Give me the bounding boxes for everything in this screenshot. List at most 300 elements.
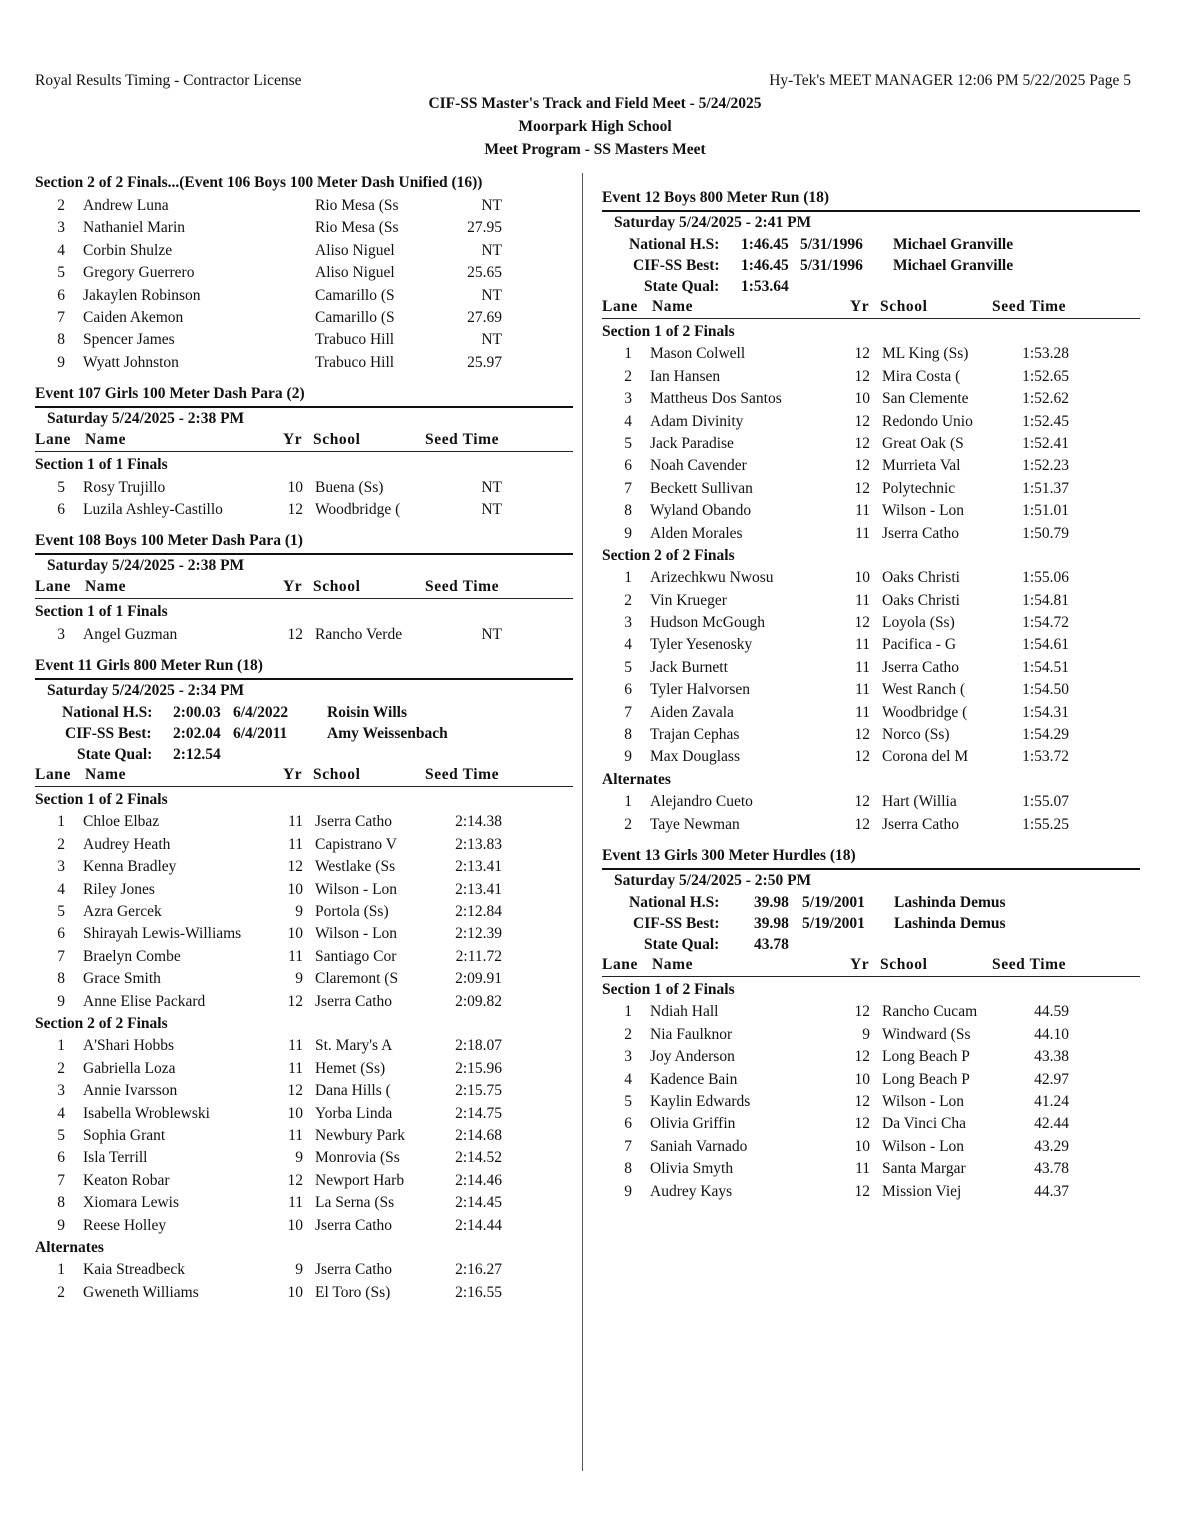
- entry-school: Jserra Catho: [315, 1261, 393, 1279]
- entry-lane: 7: [624, 479, 632, 497]
- record-holder: Michael Granville: [893, 236, 1014, 253]
- left-column: [35, 172, 573, 1304]
- record-time: 39.98: [754, 914, 789, 932]
- entry-yr: 12: [854, 1003, 870, 1021]
- entry-lane: 5: [57, 903, 65, 921]
- meet-title: CIF-SS Master's Track and Field Meet - 5/24/2025: [428, 95, 762, 112]
- entry-school: West Ranch (: [882, 681, 966, 699]
- entry-lane: 3: [624, 390, 632, 408]
- entry-seed: 1:52.41: [1022, 434, 1069, 452]
- header-yr: Yr: [283, 431, 303, 449]
- event-date-time: Saturday 5/24/2025 - 2:34 PM: [47, 682, 245, 700]
- record-line: [602, 934, 1140, 955]
- entry-row: [602, 724, 1140, 746]
- header-school: School: [313, 431, 361, 449]
- entry-seed: 1:53.72: [1022, 748, 1069, 766]
- entry-row: [602, 1113, 1140, 1135]
- record-label: National H.S:: [62, 704, 153, 722]
- entry-row: [602, 567, 1140, 589]
- entry-yr: 11: [855, 524, 870, 542]
- entry-row: [35, 477, 573, 499]
- entry-yr: 12: [854, 1182, 870, 1200]
- entry-school: Westlake (Ss: [315, 858, 396, 876]
- entry-name: Shirayah Lewis-Williams: [83, 925, 242, 943]
- record-holder: Roisin Wills: [327, 704, 407, 722]
- entry-lane: 3: [57, 219, 65, 237]
- entry-lane: 9: [624, 748, 632, 766]
- entry-name: Wyatt Johnston: [83, 353, 179, 371]
- entry-lane: 2: [624, 591, 632, 609]
- entry-school: Wilson - Lon: [882, 1092, 965, 1110]
- entry-row: [35, 834, 573, 856]
- entry-row: [35, 1259, 573, 1281]
- entry-lane: 5: [624, 1092, 632, 1110]
- entry-name: Sophia Grant: [83, 1126, 166, 1144]
- header-name: Name: [85, 578, 127, 596]
- entry-seed: 2:15.75: [455, 1082, 502, 1100]
- entry-seed: 2:14.68: [455, 1126, 502, 1144]
- entry-name: Kenna Bradley: [83, 858, 177, 876]
- entry-school: Newport Harb: [315, 1171, 405, 1189]
- entry-yr: 12: [854, 479, 870, 497]
- entry-name: Mattheus Dos Santos: [650, 390, 782, 408]
- entry-name: Isla Terrill: [83, 1149, 148, 1167]
- entry-name: Olivia Smyth: [650, 1160, 734, 1178]
- entry-lane: 5: [57, 264, 65, 282]
- entry-school: Da Vinci Cha: [882, 1115, 967, 1133]
- entry-school: Jserra Catho: [315, 992, 393, 1010]
- event-date-time: Saturday 5/24/2025 - 2:38 PM: [47, 410, 245, 428]
- entry-name: Gabriella Loza: [83, 1059, 176, 1077]
- entry-school: Long Beach P: [882, 1048, 970, 1066]
- record-holder: Lashinda Demus: [894, 914, 1006, 932]
- entry-school: Jserra Catho: [882, 658, 960, 676]
- section-header: Section 1 of 2 Finals: [602, 980, 735, 998]
- record-label: State Qual:: [644, 278, 720, 295]
- entry-row: [602, 478, 1140, 500]
- entry-yr: 11: [288, 1194, 303, 1212]
- entry-name: Alden Morales: [650, 524, 743, 542]
- entry-name: Gweneth Williams: [83, 1283, 199, 1301]
- entry-yr: 10: [854, 569, 870, 587]
- entry-school: Wilson - Lon: [315, 925, 398, 943]
- entry-seed: 41.24: [1034, 1092, 1069, 1110]
- entry-school: Mira Costa (: [882, 367, 961, 385]
- entry-row: [602, 612, 1140, 634]
- entry-seed: 2:15.96: [455, 1059, 502, 1077]
- entry-row: [602, 523, 1140, 545]
- entry-seed: 2:13.41: [455, 858, 502, 876]
- entry-lane: 3: [57, 625, 65, 643]
- entry-yr: 12: [854, 367, 870, 385]
- entry-name: Taye Newman: [650, 815, 740, 833]
- entry-row: [602, 366, 1140, 388]
- entry-name: Vin Krueger: [650, 591, 727, 609]
- entry-lane: 4: [57, 241, 65, 259]
- record-line: [602, 234, 1140, 255]
- entry-seed: 2:14.75: [455, 1104, 502, 1122]
- entry-lane: 5: [57, 1126, 65, 1144]
- entry-lane: 1: [624, 345, 632, 363]
- header-name: Name: [85, 431, 127, 449]
- entry-lane: 7: [57, 1171, 65, 1189]
- entry-seed: NT: [481, 286, 502, 304]
- header-name: Name: [652, 955, 694, 973]
- entry-name: Rosy Trujillo: [83, 478, 166, 496]
- entry-school: Wilson - Lon: [882, 502, 965, 520]
- entry-row: [602, 411, 1140, 433]
- entry-seed: 1:52.23: [1022, 457, 1069, 475]
- entry-school: Hemet (Ss): [315, 1059, 386, 1077]
- entry-yr: 9: [295, 903, 303, 921]
- entry-lane: 4: [57, 1104, 65, 1122]
- record-time: 2:02.04: [173, 725, 221, 743]
- entry-seed: 1:51.37: [1022, 479, 1069, 497]
- entry-name: Max Douglass: [650, 748, 740, 766]
- entry-seed: NT: [481, 500, 502, 518]
- entry-name: Beckett Sullivan: [650, 479, 753, 497]
- entry-lane: 7: [57, 947, 65, 965]
- entry-seed: 43.29: [1034, 1137, 1069, 1155]
- entry-school: Mission Viej: [882, 1182, 962, 1200]
- entry-school: Long Beach P: [882, 1070, 970, 1088]
- record-label: National H.S:: [629, 236, 720, 253]
- entry-school: Aliso Niguel: [315, 241, 395, 259]
- entry-name: Hudson McGough: [650, 614, 765, 632]
- entry-name: Spencer James: [83, 331, 175, 349]
- entry-school: Camarillo (S: [315, 286, 395, 304]
- header-seed: Seed Time: [425, 578, 500, 596]
- entry-seed: 2:14.44: [455, 1216, 502, 1234]
- entry-seed: 1:54.51: [1022, 658, 1069, 676]
- entry-row: [35, 1192, 573, 1214]
- entry-seed: NT: [481, 331, 502, 349]
- entry-seed: 1:50.79: [1022, 524, 1069, 542]
- entry-seed: 44.10: [1034, 1025, 1069, 1043]
- entry-seed: 25.97: [467, 353, 502, 371]
- entry-lane: 2: [624, 367, 632, 385]
- entry-name: Wyland Obando: [650, 502, 752, 520]
- header-seed: Seed Time: [992, 298, 1067, 315]
- entry-yr: 12: [854, 726, 870, 744]
- entry-lane: 2: [57, 1059, 65, 1077]
- section-header: Section 1 of 1 Finals: [35, 456, 168, 474]
- entry-yr: 12: [854, 793, 870, 811]
- entry-yr: 10: [287, 880, 303, 898]
- entry-yr: 11: [855, 658, 870, 676]
- header-seed: Seed Time: [425, 431, 500, 449]
- record-label: CIF-SS Best:: [633, 257, 720, 274]
- entry-yr: 11: [288, 947, 303, 965]
- entry-school: Rancho Cucam: [882, 1003, 978, 1021]
- entry-name: Ian Hansen: [650, 367, 721, 385]
- entry-name: Nia Faulknor: [650, 1025, 733, 1043]
- entry-school: Dana Hills (: [315, 1082, 391, 1100]
- entry-yr: 11: [855, 681, 870, 699]
- entry-lane: 4: [624, 412, 632, 430]
- header-school: School: [880, 298, 928, 315]
- header-name: Name: [652, 298, 694, 315]
- entry-row: [35, 624, 573, 646]
- entry-row: [35, 1215, 573, 1237]
- entry-school: Rancho Verde: [315, 625, 403, 643]
- entry-school: Corona del M: [882, 748, 969, 766]
- entry-name: Audrey Kays: [650, 1182, 733, 1200]
- entry-row: [602, 388, 1140, 410]
- entry-school: Monrovia (Ss: [315, 1149, 400, 1167]
- entry-yr: 11: [288, 1059, 303, 1077]
- entry-name: Chloe Elbaz: [83, 813, 160, 831]
- entry-name: Caiden Akemon: [83, 308, 184, 326]
- entry-lane: 5: [624, 658, 632, 676]
- entry-lane: 8: [57, 970, 65, 988]
- entry-lane: 6: [57, 925, 65, 943]
- entry-school: Santiago Cor: [315, 947, 397, 965]
- entry-seed: 1:55.07: [1022, 793, 1069, 811]
- entry-name: Saniah Varnado: [650, 1137, 748, 1155]
- entry-name: Noah Cavender: [650, 457, 747, 475]
- entry-row: [602, 1024, 1140, 1046]
- entry-lane: 3: [624, 1048, 632, 1066]
- entry-school: Wilson - Lon: [882, 1137, 965, 1155]
- entry-name: Tyler Yesenosky: [650, 636, 753, 654]
- column-header-row: [35, 430, 573, 452]
- entry-row: [35, 901, 573, 923]
- entry-row: [602, 1091, 1140, 1113]
- entry-yr: 11: [855, 636, 870, 654]
- entry-yr: 11: [855, 502, 870, 520]
- entry-school: Jserra Catho: [315, 813, 393, 831]
- entry-name: Jakaylen Robinson: [83, 286, 201, 304]
- entry-row: [35, 1103, 573, 1125]
- entry-name: Grace Smith: [83, 970, 161, 988]
- entry-school: Claremont (S: [315, 970, 399, 988]
- entry-row: [602, 500, 1140, 522]
- entry-yr: 12: [854, 1092, 870, 1110]
- entry-row: [35, 285, 573, 307]
- entry-row: [35, 923, 573, 945]
- event-title: Event 13 Girls 300 Meter Hurdles (18): [602, 846, 856, 864]
- entry-row: [602, 343, 1140, 365]
- event-date-time: Saturday 5/24/2025 - 2:41 PM: [614, 214, 812, 231]
- entry-lane: 9: [57, 353, 65, 371]
- entry-seed: 1:54.81: [1022, 591, 1069, 609]
- entry-school: Great Oak (S: [882, 434, 964, 452]
- entry-lane: 9: [57, 992, 65, 1010]
- header-yr: Yr: [283, 578, 303, 596]
- entry-school: La Serna (Ss: [315, 1194, 395, 1212]
- entry-yr: 11: [855, 591, 870, 609]
- header-seed: Seed Time: [425, 766, 500, 784]
- entry-row: [35, 195, 573, 217]
- entry-seed: NT: [481, 625, 502, 643]
- entry-row: [35, 811, 573, 833]
- header-school: School: [313, 578, 361, 596]
- entry-lane: 4: [57, 880, 65, 898]
- entry-yr: 11: [288, 1037, 303, 1055]
- entry-row: [602, 1158, 1140, 1180]
- entry-lane: 8: [624, 1160, 632, 1178]
- entry-row: [602, 679, 1140, 701]
- entry-seed: 1:53.28: [1022, 345, 1069, 363]
- entry-yr: 12: [287, 1082, 303, 1100]
- entry-row: [35, 499, 573, 521]
- entry-yr: 12: [854, 345, 870, 363]
- entry-school: Murrieta Val: [882, 457, 961, 475]
- entry-yr: 9: [862, 1025, 870, 1043]
- entry-seed: 1:51.01: [1022, 502, 1069, 520]
- entry-yr: 12: [287, 625, 303, 643]
- entry-yr: 9: [295, 1149, 303, 1167]
- entry-seed: 1:52.62: [1022, 390, 1069, 408]
- record-line: [35, 744, 573, 765]
- entry-school: Oaks Christi: [882, 591, 960, 609]
- event-title: Event 11 Girls 800 Meter Run (18): [35, 657, 263, 675]
- entry-seed: 1:54.50: [1022, 681, 1069, 699]
- event-title: Event 108 Boys 100 Meter Dash Para (1): [35, 532, 303, 550]
- column-header-row: [35, 577, 573, 599]
- entry-lane: 1: [57, 1261, 65, 1279]
- entry-lane: 6: [624, 681, 632, 699]
- entry-seed: 25.65: [467, 264, 502, 282]
- entry-name: Kadence Bain: [650, 1070, 738, 1088]
- record-holder: Amy Weissenbach: [327, 725, 448, 743]
- record-date: 6/4/2022: [233, 704, 289, 722]
- entry-school: San Clemente: [882, 390, 969, 408]
- entry-name: Kaylin Edwards: [650, 1092, 751, 1110]
- entry-yr: 12: [287, 500, 303, 518]
- entry-row: [35, 240, 573, 262]
- entry-yr: 10: [854, 390, 870, 408]
- alternates-header: Alternates: [602, 770, 671, 788]
- entry-row: [35, 262, 573, 284]
- entry-school: Jserra Catho: [882, 524, 960, 542]
- entry-seed: 2:12.84: [455, 903, 502, 921]
- record-holder: Michael Granville: [893, 257, 1014, 274]
- header-lane: Lane: [35, 766, 71, 784]
- entry-school: Santa Margar: [882, 1160, 966, 1178]
- entry-lane: 2: [57, 835, 65, 853]
- entry-seed: 42.97: [1034, 1070, 1069, 1088]
- entry-lane: 8: [624, 726, 632, 744]
- entry-seed: 1:54.29: [1022, 726, 1069, 744]
- entry-seed: 2:13.41: [455, 880, 502, 898]
- column-header-row: [35, 765, 573, 787]
- entry-row: [35, 1125, 573, 1147]
- entry-name: Adam Divinity: [650, 412, 744, 430]
- record-date: 5/31/1996: [800, 236, 863, 253]
- entry-seed: 1:52.65: [1022, 367, 1069, 385]
- entry-school: Capistrano V: [315, 835, 397, 853]
- entry-name: Braelyn Combe: [83, 947, 181, 965]
- record-line: [602, 255, 1140, 276]
- entry-yr: 12: [854, 748, 870, 766]
- entry-seed: 27.69: [467, 308, 502, 326]
- entry-school: Aliso Niguel: [315, 264, 395, 282]
- column-header-row: [602, 297, 1140, 319]
- entry-school: Polytechnic: [882, 479, 956, 497]
- entry-row: [602, 1046, 1140, 1068]
- entry-school: Yorba Linda: [315, 1104, 393, 1122]
- entry-name: Reese Holley: [83, 1216, 167, 1234]
- license-text: Royal Results Timing - Contractor License: [35, 72, 302, 89]
- entry-yr: 10: [287, 925, 303, 943]
- entry-school: Camarillo (S: [315, 308, 395, 326]
- entry-row: [602, 455, 1140, 477]
- entry-row: [35, 856, 573, 878]
- entry-seed: 44.37: [1034, 1182, 1069, 1200]
- entry-row: [35, 1170, 573, 1192]
- entry-school: Trabuco Hill: [315, 331, 395, 349]
- entry-school: Norco (Ss): [882, 726, 950, 744]
- entry-row: [35, 1147, 573, 1169]
- entry-yr: 12: [287, 992, 303, 1010]
- header-yr: Yr: [850, 955, 870, 973]
- entry-yr: 10: [854, 1070, 870, 1088]
- entry-school: Rio Mesa (Ss: [315, 197, 399, 214]
- header-school: School: [313, 766, 361, 784]
- event-title: Event 107 Girls 100 Meter Dash Para (2): [35, 385, 305, 403]
- section-header: Section 1 of 2 Finals: [35, 791, 168, 809]
- entry-school: Oaks Christi: [882, 569, 960, 587]
- entry-row: [35, 1035, 573, 1057]
- entry-seed: 2:14.52: [455, 1149, 502, 1167]
- entry-name: Keaton Robar: [83, 1171, 170, 1189]
- header-seed: Seed Time: [992, 955, 1067, 973]
- column-header-row: [602, 955, 1140, 977]
- entry-yr: 10: [287, 1283, 303, 1301]
- entry-yr: 10: [287, 478, 303, 496]
- entry-lane: 4: [624, 636, 632, 654]
- entry-name: Kaia Streadbeck: [83, 1261, 185, 1279]
- entry-lane: 6: [624, 457, 632, 475]
- entry-school: Buena (Ss): [315, 478, 384, 496]
- entry-seed: 2:14.38: [455, 813, 502, 831]
- entry-yr: 10: [287, 1104, 303, 1122]
- entry-school: St. Mary's A: [315, 1037, 393, 1055]
- entry-lane: 9: [624, 524, 632, 542]
- entry-name: Gregory Guerrero: [83, 264, 195, 282]
- entry-school: Hart (Willia: [882, 793, 957, 811]
- section-header: Section 2 of 2 Finals: [602, 546, 735, 564]
- header-lane: Lane: [602, 298, 638, 315]
- entry-yr: 11: [855, 703, 870, 721]
- entry-lane: 9: [57, 1216, 65, 1234]
- entry-seed: 1:54.31: [1022, 703, 1069, 721]
- entry-row: [602, 657, 1140, 679]
- entry-school: Woodbridge (: [315, 500, 401, 518]
- entry-row: [602, 791, 1140, 813]
- entry-lane: 1: [624, 793, 632, 811]
- entry-school: Newbury Park: [315, 1126, 405, 1144]
- entry-name: Andrew Luna: [83, 197, 169, 214]
- entry-school: Rio Mesa (Ss: [315, 219, 399, 237]
- header-lane: Lane: [602, 955, 638, 973]
- entry-name: Angel Guzman: [83, 625, 178, 643]
- entry-name: A'Shari Hobbs: [83, 1037, 175, 1055]
- header-lane: Lane: [35, 431, 71, 449]
- entry-name: Joy Anderson: [650, 1048, 735, 1066]
- record-time: 39.98: [754, 893, 789, 911]
- entry-row: [35, 946, 573, 968]
- entry-school: Pacifica - G: [882, 636, 957, 654]
- entry-seed: 2:12.39: [455, 925, 502, 943]
- entry-name: Ndiah Hall: [650, 1003, 719, 1021]
- entry-seed: 1:52.45: [1022, 412, 1069, 430]
- entry-seed: 27.95: [467, 219, 502, 237]
- entry-name: Trajan Cephas: [650, 726, 740, 744]
- entry-lane: 1: [624, 1003, 632, 1021]
